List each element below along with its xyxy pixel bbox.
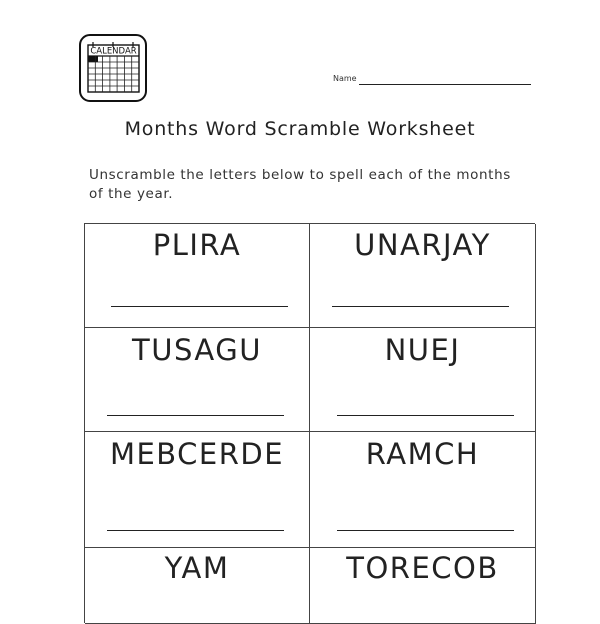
scrambled-word: TORECOB xyxy=(346,551,499,585)
calendar-logo-text: CALENDAR xyxy=(90,46,137,57)
answer-line[interactable] xyxy=(107,415,284,416)
answer-line[interactable] xyxy=(337,530,514,531)
scramble-cell xyxy=(310,432,536,548)
name-field[interactable] xyxy=(333,74,533,88)
page-title: Months Word Scramble Worksheet xyxy=(124,118,476,140)
scramble-cell xyxy=(85,432,310,548)
answer-line[interactable] xyxy=(107,530,284,531)
scramble-cell xyxy=(310,224,536,328)
scramble-cell xyxy=(85,328,310,432)
scrambled-word: MEBCERDE xyxy=(109,437,285,471)
scrambled-word: PLIRA xyxy=(152,228,242,262)
answer-line[interactable] xyxy=(111,306,288,307)
scramble-cell xyxy=(310,328,536,432)
scrambled-word: NUEJ xyxy=(384,333,461,367)
instructions: Unscramble the letters below to spell each of the months of the year. xyxy=(89,167,511,202)
scrambled-word: UNARJAY xyxy=(354,228,491,262)
scrambled-word: YAM xyxy=(164,551,230,585)
answer-line[interactable] xyxy=(337,415,514,416)
calendar-icon xyxy=(87,41,140,96)
answer-line[interactable] xyxy=(332,306,509,307)
name-label: Name xyxy=(333,74,357,83)
scramble-grid xyxy=(84,223,535,623)
name-line[interactable] xyxy=(359,84,531,85)
scramble-cell xyxy=(85,548,310,624)
scramble-cell xyxy=(85,224,310,328)
calendar-logo xyxy=(79,34,147,102)
scrambled-word: RAMCH xyxy=(365,437,480,471)
scramble-cell xyxy=(310,548,536,624)
scrambled-word: TUSAGU xyxy=(132,333,262,367)
